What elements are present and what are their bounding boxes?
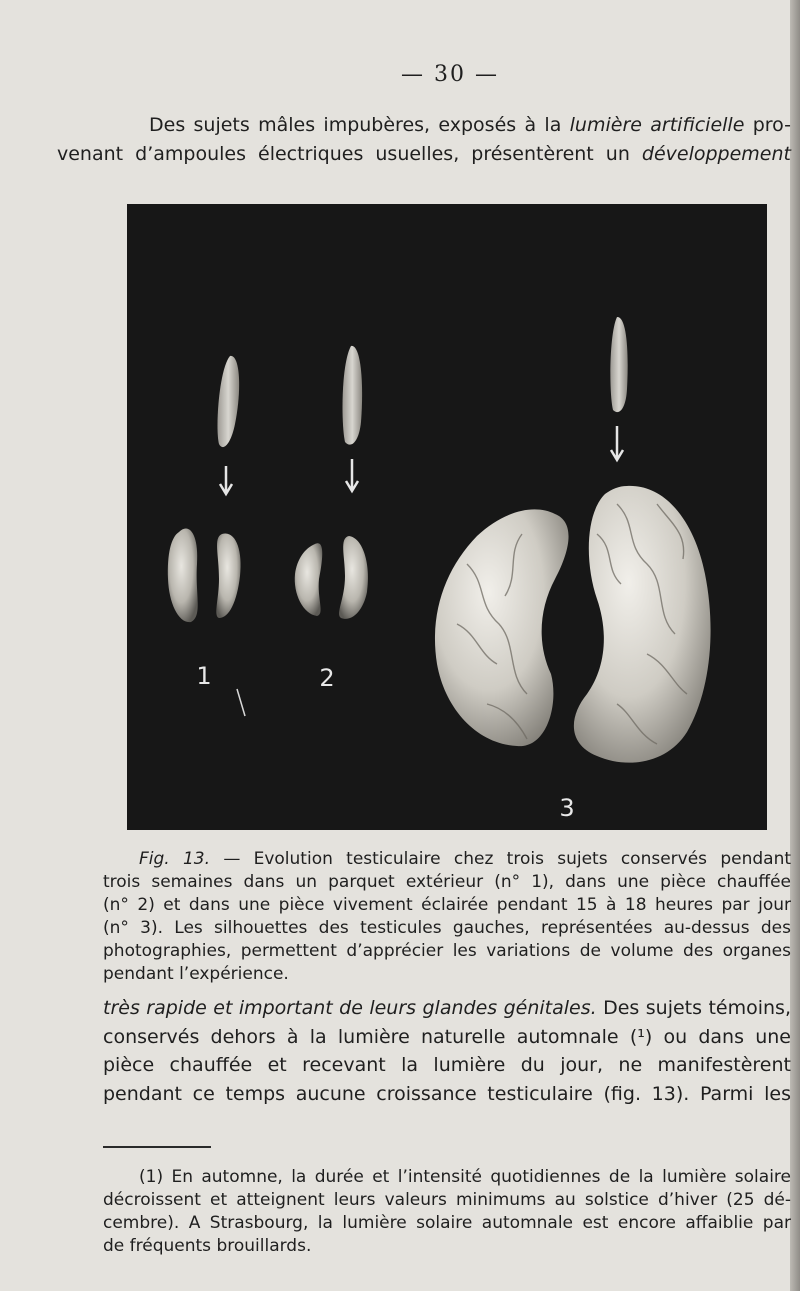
main-line-1: très rapide et important de leurs glandes génitales. Des sujets témoins, [103, 997, 791, 1019]
figure-label-1: 1 [196, 662, 212, 690]
footnote-rule [103, 1146, 211, 1148]
figure-caption [103, 848, 791, 986]
footnote-line-3: cembre). A Strasbourg, la lumière solaire automnale est encore affaiblie par [103, 1213, 791, 1233]
main-paragraph [103, 994, 791, 1108]
footnote [103, 1166, 791, 1258]
intro-paragraph [57, 111, 791, 168]
caption-line-1: Fig. 13. — Evolution testiculaire chez trois sujets conservés pendant [139, 849, 792, 869]
page-edge-shadow [790, 0, 800, 1291]
caption-line-6: pendant l’expérience. [103, 964, 289, 984]
main-line-2: conservés dehors à la lumière naturelle automnale (¹) ou dans une [103, 1025, 791, 1048]
intro-line-2: venant d’ampoules électriques usuelles, présentèrent un développement [57, 142, 791, 165]
figure-label-2: 2 [319, 664, 335, 692]
main-line-4: pendant ce temps aucune croissance testiculaire (fig. 13). Parmi les [103, 1082, 791, 1105]
caption-line-4: (n° 3). Les silhouettes des testicules gauches, représentées au-dessus des [103, 918, 791, 938]
main-line-3: pièce chauffée et recevant la lumière du jour, ne manifestèrent [103, 1054, 791, 1076]
caption-line-5: photographies, permettent d’apprécier les variations de volume des organes [103, 941, 791, 961]
intro-line-1: Des sujets mâles impubères, exposés à la lumière artificielle pro- [149, 114, 791, 136]
footnote-line-1: (1) En automne, la durée et l’intensité quotidiennes de la lumière solaire [139, 1167, 791, 1187]
caption-line-2: trois semaines dans un parquet extérieur (n° 1), dans une pièce chauffée [103, 872, 791, 892]
main-emphasis: très rapide et important de leurs glandes génitales. [103, 997, 597, 1019]
intro-emphasis-2: développement [641, 142, 791, 165]
caption-line-3: (n° 2) et dans une pièce vivement éclairée pendant 15 à 18 heures par jour [103, 895, 791, 915]
page-number: — 30 — [401, 62, 499, 87]
figure-label-3: 3 [559, 794, 575, 822]
figure-photograph [127, 204, 767, 830]
caption-fig-label: Fig. 13. [139, 849, 211, 869]
footnote-line-2: décroissent et atteignent leurs valeurs minimums au solstice d’hiver (25 dé- [103, 1190, 791, 1210]
footnote-line-4: de fréquents brouillards. [103, 1236, 312, 1256]
intro-emphasis-1: lumière artificielle [569, 114, 745, 136]
